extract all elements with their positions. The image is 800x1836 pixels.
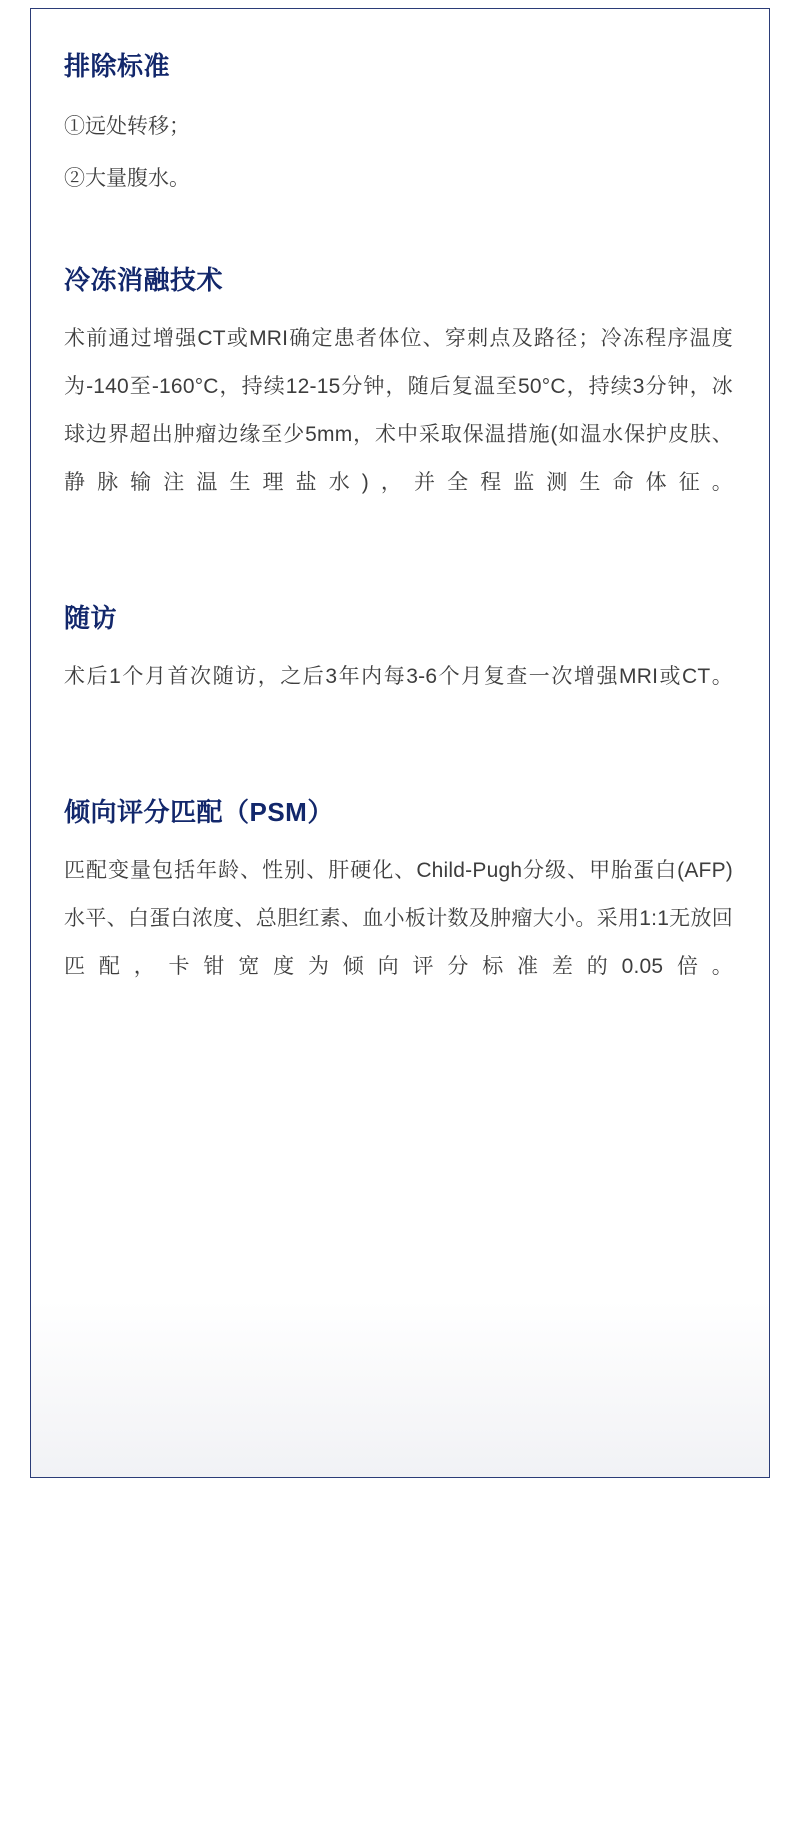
section-title-follow-up: 随访 [64, 603, 118, 633]
exclusion-criteria-item-2: ②大量腹水。 [64, 167, 190, 190]
spacer-1 [64, 205, 733, 263]
follow-up-body: 术后1个月首次随访，之后3年内每3-6个月复查一次增强MRI或CT。 [64, 665, 733, 688]
section-title-cryoablation-technique: 冷冻消融技术 [64, 265, 224, 295]
section-propensity-score-matching [64, 795, 733, 1039]
section-cryoablation-technique [64, 263, 733, 555]
propensity-score-matching-body: 匹配变量包括年龄、性别、肝硬化、Child-Pugh分级、甲胎蛋白(AFP)水平、白蛋白浓度、总胆红素、血小板计数及肿瘤大小。采用1:1无放回匹配，卡钳宽度为倾向评分标准差的0.05倍。 [64, 859, 733, 978]
exclusion-criteria-item-1: ①远处转移； [64, 115, 190, 138]
section-exclusion-criteria [64, 49, 733, 205]
section-title-propensity-score-matching: 倾向评分匹配（PSM） [64, 797, 334, 827]
cryoablation-technique-body: 术前通过增强CT或MRI确定患者体位、穿刺点及路径；冷冻程序温度为-140至-160°C，持续12-15分钟，随后复温至50°C，持续3分钟，冰球边界超出肿瘤边缘至少5mm，术中采取保温措施(如温水保护皮肤、静脉输注温生理盐水)，并全程监测生命体征。 [64, 327, 733, 494]
section-title-exclusion-criteria: 排除标准 [64, 51, 171, 81]
content-card-inner [31, 9, 769, 1039]
spacer-3 [64, 749, 733, 795]
spacer-2 [64, 555, 733, 601]
section-follow-up [64, 601, 733, 749]
content-card [30, 8, 770, 1478]
